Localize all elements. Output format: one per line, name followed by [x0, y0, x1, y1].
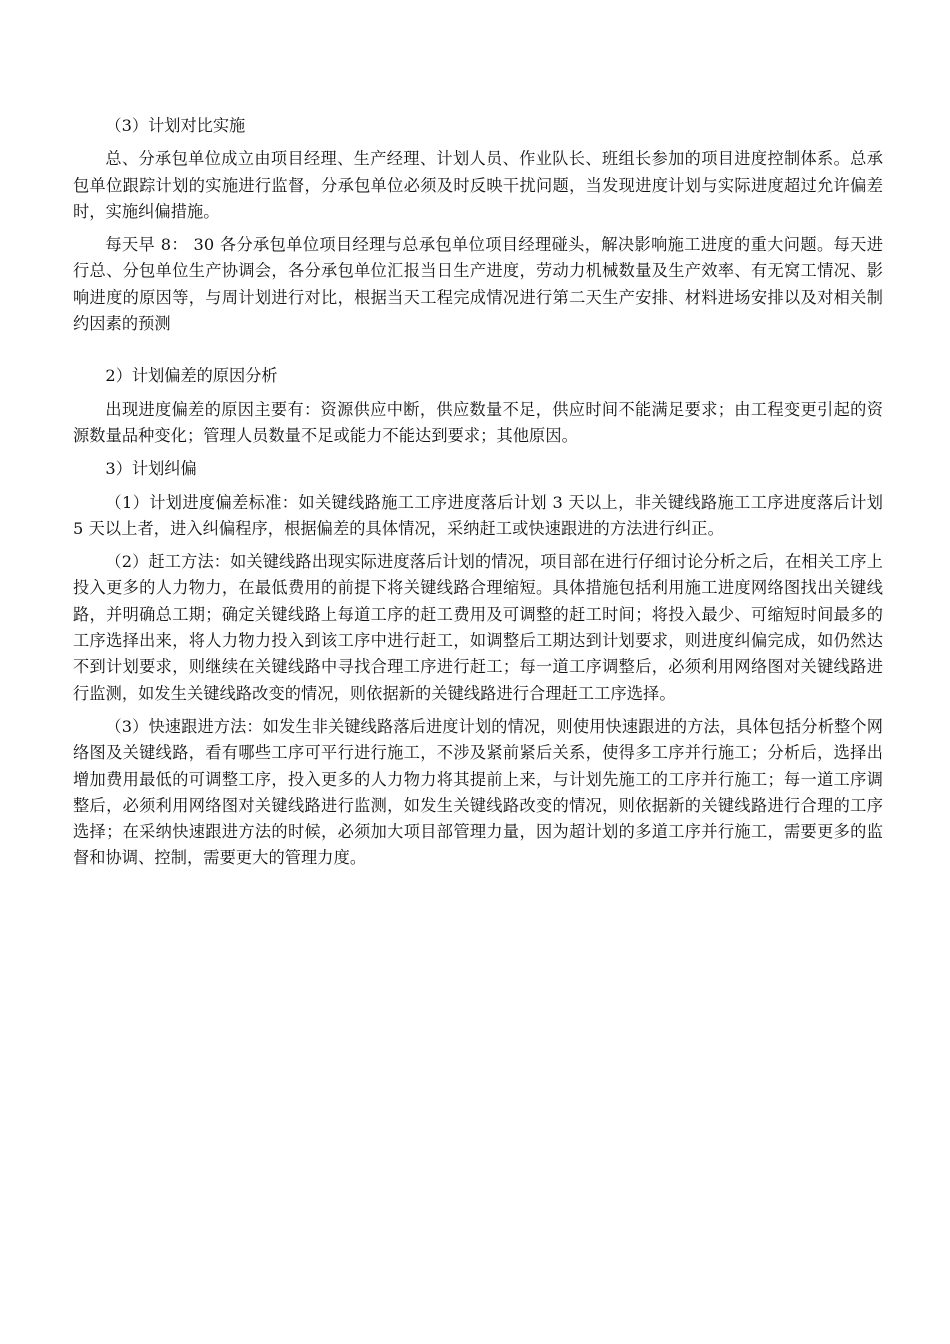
- section-heading-plan-correction: 3）计划纠偏: [105, 459, 197, 479]
- paragraph-progress-control-system: 总、分承包单位成立由项目经理、生产经理、计划人员、作业队长、班组长参加的项目进度控制体系。总承包单位跟踪计划的实施进行监督，分承包单位必须及时反映干扰问题，当发现进度计划与实际进度超过允许偏差时，实施纠偏措施。: [73, 149, 883, 221]
- section-heading-deviation-causes: 2）计划偏差的原因分析: [105, 366, 278, 386]
- paragraph-deviation-causes: 出现进度偏差的原因主要有：资源供应中断，供应数量不足，供应时间不能满足要求；由工程变更引起的资源数量品种变化；管理人员数量不足或能力不能达到要求；其他原因。: [73, 399, 883, 445]
- paragraph-daily-meeting: 每天早 8： 30 各分承包单位项目经理与总承包单位项目经理碰头，解决影响施工进度的重大问题。每天进行总、分包单位生产协调会，各分承包单位汇报当日生产进度，劳动力机械数量及生产效率、有无窝工情况、影响进度的原因等，与周计划进行对比，根据当天工程完成情况进行第二天生产安排、材料进场安排以及对相关制约因素的预测: [73, 235, 883, 334]
- section-heading-plan-comparison: （3）计划对比实施: [105, 116, 246, 135]
- paragraph-deviation-standard: （1）计划进度偏差标准：如关键线路施工工序进度落后计划 3 天以上，非关键线路施工工序进度落后计划 5 天以上者，进入纠偏程序，根据偏差的具体情况，采纳赶工或快速跟进的方法进行纠正。: [73, 492, 883, 538]
- paragraph-fast-tracking-method: （3）快速跟进方法：如发生非关键线路落后进度计划的情况，则使用快速跟进的方法，具体包括分析整个网络图及关键线路，看有哪些工序可平行进行施工，不涉及紧前紧后关系，使得多工序并行施工；分析后，选择出增加费用最低的可调整工序，投入更多的人力物力将其提前上来，与计划先施工的工序并行施工；每一道工序调整后，必须利用网络图对关键线路进行监测，如发生关键线路改变的情况，则依据新的关键线路进行合理的工序选择；在采纳快速跟进方法的时候，必须加大项目部管理力量，因为超计划的多道工序并行施工，需要更多的监督和协调、控制，需要更大的管理力度。: [73, 716, 883, 868]
- document-body: [73, 113, 883, 872]
- paragraph-crashing-method: （2）赶工方法：如关键线路出现实际进度落后计划的情况，项目部在进行仔细讨论分析之后，在相关工序上投入更多的人力物力，在最低费用的前提下将关键线路合理缩短。具体措施包括利用施工进度网络图找出关键线路，并明确总工期；确定关键线路上每道工序的赶工费用及可调整的赶工时间；将投入最少、可缩短时间最多的工序选择出来，将人力物力投入到该工序中进行赶工，如调整后工期达到计划要求，则进度纠偏完成，如仍然达不到计划要求，则继续在关键线路中寻找合理工序进行赶工；每一道工序调整后，必须利用网络图对关键线路进行监测，如发生关键线路改变的情况，则依据新的关键线路进行合理赶工工序选择。: [73, 552, 883, 703]
